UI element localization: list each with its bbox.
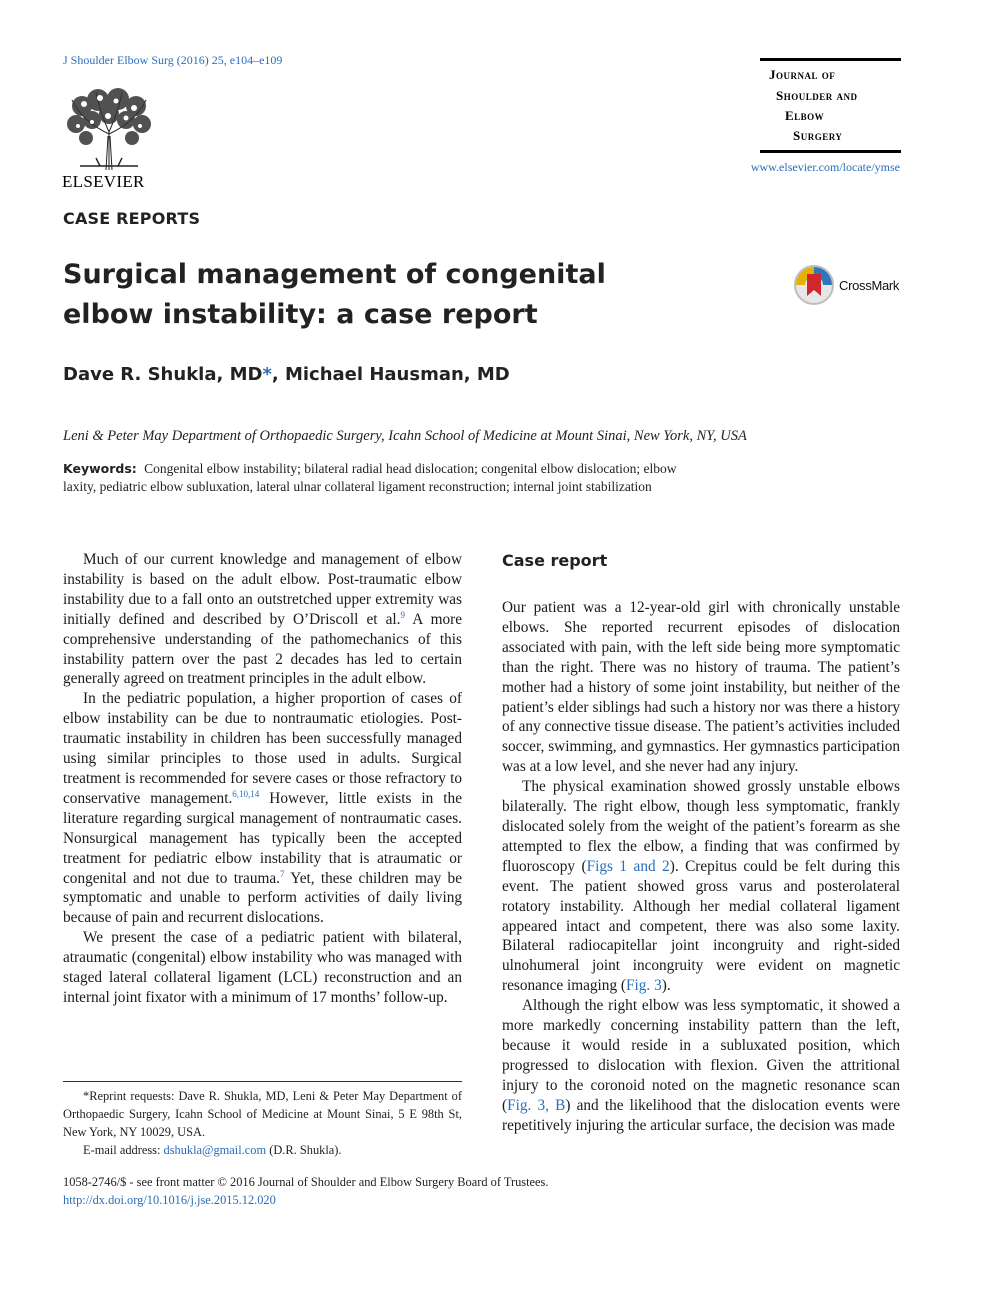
reference-link[interactable]: 6,10,14	[232, 788, 260, 799]
right-column	[502, 550, 900, 1135]
elsevier-logo	[62, 86, 156, 192]
figure-link[interactable]: Fig. 3	[626, 977, 662, 995]
doi-link[interactable]: http://dx.doi.org/10.1016/j.jse.2015.12.020	[63, 1193, 276, 1207]
footnote-divider	[63, 1081, 462, 1082]
journal-line-2: Shoulder and	[776, 88, 858, 103]
email-line	[63, 1141, 462, 1159]
crossmark-label: CrossMark	[839, 277, 900, 293]
article-title: Surgical management of congenital elbow instability: a case report	[63, 259, 606, 330]
text: The physical examination showed grossly unstable elbows bilaterally. The right elbow, though less symptomatic, frankly dislocated solely from the weight of the patient’s forearm as she attempted to flex the elbow, a finding that was confirmed by fluoroscopy (	[502, 778, 900, 875]
author-list	[63, 364, 510, 385]
keywords-label: Keywords:	[63, 461, 137, 476]
copyright-block	[63, 1173, 548, 1209]
figure-link[interactable]: Fig. 3, B	[507, 1096, 566, 1114]
journal-citation[interactable]: J Shoulder Elbow Surg (2016) 25, e104–e109	[63, 53, 283, 67]
crossmark-badge[interactable]	[793, 264, 899, 306]
journal-line-3: Elbow	[785, 108, 825, 123]
journal-url-link[interactable]: www.elsevier.com/locate/ymse	[750, 160, 900, 174]
crossmark-icon	[793, 264, 835, 306]
author-2: Michael Hausman, MD	[284, 364, 510, 385]
reference-link[interactable]: 7	[280, 868, 285, 879]
keywords-block	[63, 460, 713, 496]
text: ). Crepitus could be felt during this event. The patient showed gross varus and posterolateral rotatory instability. Although her medial collateral ligament appeared intact and competent, there was also some laxity. Bilateral radiocapitellar joint incongruity and right-sided ulnohumeral joint incongruity were evident on magnetic resonance imaging (	[502, 857, 901, 995]
case-paragraph-1: Our patient was a 12-year-old girl with chronically unstable elbows. She reported recurrent episodes of dislocation associated with pain, with the left side being more symptomatic than the right. There was no history of trauma. The patient’s mother had a history of some joint instability, but neither of the patient’s elder siblings had such a history nor was there a history of any connective tissue disease. The patient’s activities included soccer, swimming, and gymnastics. Her gymnastics participation was at a low level, and she never had any injury.	[502, 599, 900, 776]
email-label: E-mail address:	[83, 1143, 164, 1157]
reference-link[interactable]: 9	[400, 609, 406, 620]
footnote	[63, 1087, 462, 1159]
email-link[interactable]: dshukla@gmail.com	[163, 1143, 267, 1157]
author-separator: ,	[271, 364, 285, 385]
section-label: CASE REPORTS	[63, 209, 201, 228]
email-suffix: (D.R. Shukla).	[266, 1143, 342, 1157]
text: However, little exists in the literature regarding surgical management of nontraumatic cases. Nonsurgical management has typically been the accepted treatment for pediatric elbow instability that is atraumatic or congenital and not due to trauma.	[63, 789, 462, 887]
corresponding-author-mark[interactable]: *	[262, 364, 272, 385]
text: ) and the likelihood that the dislocation events were repetitively injuring the articular surface, the decision was made	[502, 1096, 900, 1134]
issn-copyright: 1058-2746/$ - see front matter © 2016 Journal of Shoulder and Elbow Surgery Board of Trustees.	[63, 1175, 549, 1189]
journal-line-1: Journal of	[769, 67, 836, 82]
publisher-name: ELSEVIER	[62, 172, 145, 191]
intro-paragraph-3: We present the case of a pediatric patient with bilateral, atraumatic (congenital) elbow instability who was managed with staged lateral collateral ligament (LCL) reconstruction and an internal joint fixator with a minimum of 17 months’ follow-up.	[63, 929, 462, 1006]
text: Although the right elbow was less symptomatic, it showed a more markedly concerning instability pattern than the left, because it would reside in a subluxated position, which progressed to dislocation with flexion. Given the attritional injury to the coronoid noted on the magnetic resonance scan (	[502, 997, 900, 1114]
case-report-heading: Case report	[502, 551, 608, 570]
intro-paragraph-2	[63, 689, 462, 928]
case-paragraph-3	[502, 996, 900, 1135]
text: In the pediatric population, a higher proportion of cases of elbow instability can be due to nontraumatic etiologies. Post-traumatic instability in children has been successfully managed using similar principles to those used in adults. Surgical treatment is recommended for severe cases or those refractory to conservative management.	[63, 690, 462, 807]
case-paragraph-2	[502, 777, 900, 996]
reprint-requests: *Reprint requests: Dave R. Shukla, MD, Leni & Peter May Department of Orthopaedic Surgery, Icahn School of Medicine at Mount Sinai, 5 E 98th St, New York, NY 10029, USA.	[63, 1089, 462, 1139]
text: Much of our current knowledge and management of elbow instability is based on the adult elbow. Post-traumatic elbow instability due to a fall onto an outstretched upper extremity was initially defined and described by O’Driscoll et al.	[63, 551, 462, 628]
affiliation: Leni & Peter May Department of Orthopaedic Surgery, Icahn School of Medicine at Mount Sinai, New York, NY, USA	[63, 428, 747, 444]
text: A more comprehensive understanding of the pathomechanics of this instability pattern over the past 2 decades has led to certain generally agreed on treatment principles in the adult elbow.	[63, 610, 463, 688]
elsevier-tree-icon	[62, 86, 156, 172]
journal-line-4: Surgery	[793, 128, 843, 143]
author-1: Dave R. Shukla, MD	[63, 364, 263, 385]
journal-masthead	[760, 58, 901, 153]
text: ).	[661, 977, 671, 995]
text: Yet, these children may be symptomatic and unable to perform activities of daily living because of pain and recurrent dislocations.	[63, 869, 462, 927]
left-column	[63, 550, 462, 1008]
figure-link[interactable]: Figs 1 and 2	[586, 857, 670, 875]
intro-paragraph-1	[63, 550, 462, 689]
keywords-text: Congenital elbow instability; bilateral radial head dislocation; congenital elbow dislocation; elbow laxity, pediatric elbow subluxation, lateral ulnar collateral ligament reconstruction; internal joint stabilization	[63, 461, 677, 494]
